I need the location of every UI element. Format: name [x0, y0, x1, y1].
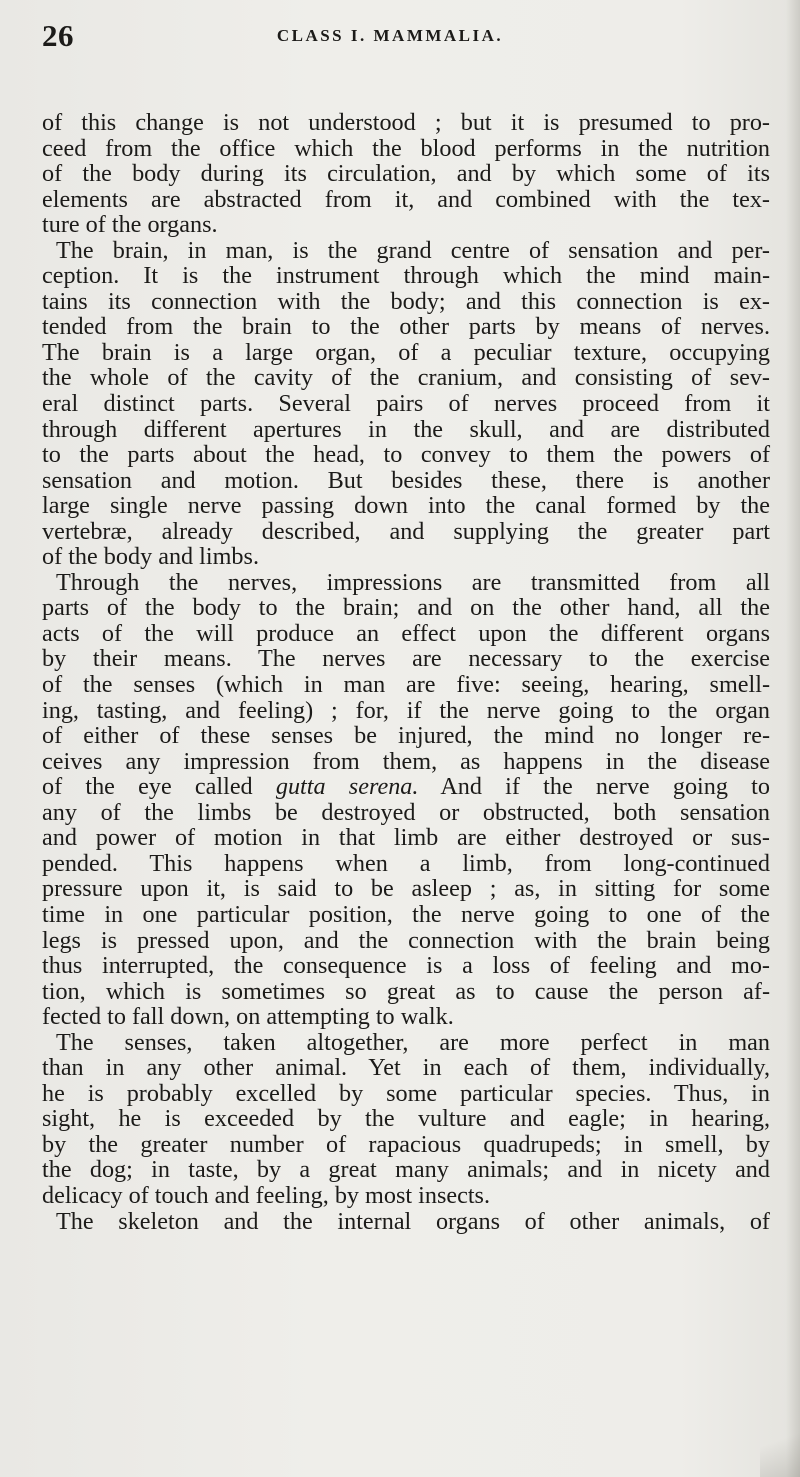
- text-line: tains its connection with the body; and this connection is ex-: [42, 287, 770, 315]
- text-line: ception. It is the instrument through which the mind main-: [42, 262, 770, 290]
- text-line: to the parts about the head, to convey to them the powers of: [42, 441, 770, 469]
- text-line: he is probably excelled by some particular species. Thus, in: [42, 1079, 770, 1107]
- text-line: large single nerve passing down into the canal formed by the: [42, 492, 770, 520]
- text-line: time in one particular position, the nerve going to one of the: [42, 900, 770, 928]
- text-segment: And if the nerve going to: [418, 773, 770, 801]
- running-head: CLASS I. MAMMALIA.: [276, 26, 504, 45]
- text-line: ceed from the office which the blood performs in the nutrition: [42, 134, 770, 162]
- text-line: legs is pressed upon, and the connection with the brain being: [42, 926, 770, 954]
- page-corner-shadow: [760, 1417, 800, 1477]
- text-line: of the body during its circulation, and by which some of its: [42, 160, 770, 188]
- text-line: delicacy of touch and feeling, by most insects.: [42, 1181, 491, 1209]
- text-line: the whole of the cavity of the cranium, and consisting of sev-: [42, 364, 770, 392]
- page-edge-shadow: [786, 0, 800, 1477]
- text-line: any of the limbs be destroyed or obstructed, both sensation: [42, 798, 770, 826]
- text-line: ing, tasting, and feeling) ; for, if the nerve going to the organ: [42, 696, 770, 724]
- text-line: sight, he is exceeded by the vulture and eagle; in hearing,: [42, 1105, 770, 1133]
- text-line: acts of the will produce an effect upon the different organs: [42, 619, 770, 647]
- text-line: ceives any impression from them, as happens in the disease: [42, 747, 770, 775]
- text-line: The skeleton and the internal organs of other animals, of: [56, 1207, 770, 1235]
- body-text: [42, 110, 770, 1234]
- italic-term: gutta serena.: [275, 773, 419, 801]
- text-line: vertebræ, already described, and supplying the greater part: [42, 517, 770, 545]
- text-line: tion, which is sometimes so great as to cause the person af-: [42, 977, 770, 1005]
- text-line: of the body and limbs.: [42, 543, 259, 571]
- text-line: than in any other animal. Yet in each of them, individually,: [42, 1054, 770, 1082]
- text-line: of this change is not understood ; but it is presumed to pro-: [42, 109, 770, 136]
- text-line: pressure upon it, is said to be asleep ; as, in sitting for some: [42, 875, 770, 903]
- text-line: of either of these senses be injured, the mind no longer re-: [42, 722, 770, 750]
- text-line: eral distinct parts. Several pairs of nerves proceed from it: [42, 390, 770, 418]
- text-line: Through the nerves, impressions are transmitted from all: [56, 568, 770, 596]
- text-line: The brain, in man, is the grand centre of sensation and per-: [56, 236, 770, 264]
- text-line: through different apertures in the skull, and are distributed: [42, 415, 770, 443]
- text-line: ture of the organs.: [42, 211, 218, 239]
- text-line: thus interrupted, the consequence is a loss of feeling and mo-: [42, 952, 770, 980]
- text-line: The senses, taken altogether, are more perfect in man: [56, 1028, 770, 1056]
- text-line: by the greater number of rapacious quadrupeds; in smell, by: [42, 1130, 770, 1158]
- text-line: tended from the brain to the other parts by means of nerves.: [42, 313, 770, 341]
- text-segment: of the eye called: [42, 773, 276, 801]
- text-line: elements are abstracted from it, and combined with the tex-: [42, 185, 770, 213]
- text-line: The brain is a large organ, of a peculiar texture, occupying: [42, 338, 770, 366]
- page-number: 26: [42, 18, 74, 53]
- text-line: and power of motion in that limb are either destroyed or sus-: [42, 824, 770, 852]
- text-line: fected to fall down, on attempting to walk.: [42, 1003, 454, 1031]
- text-line: sensation and motion. But besides these, there is another: [42, 466, 770, 494]
- text-line: by their means. The nerves are necessary to the exercise: [42, 645, 770, 673]
- text-line: pended. This happens when a limb, from long-continued: [42, 849, 770, 877]
- text-line: the dog; in taste, by a great many animals; and in nicety and: [42, 1156, 770, 1184]
- text-line: of the senses (which in man are five: seeing, hearing, smell-: [42, 671, 770, 699]
- text-line: parts of the body to the brain; and on the other hand, all the: [42, 594, 770, 622]
- page-header: [40, 18, 740, 58]
- text-line: [42, 774, 770, 800]
